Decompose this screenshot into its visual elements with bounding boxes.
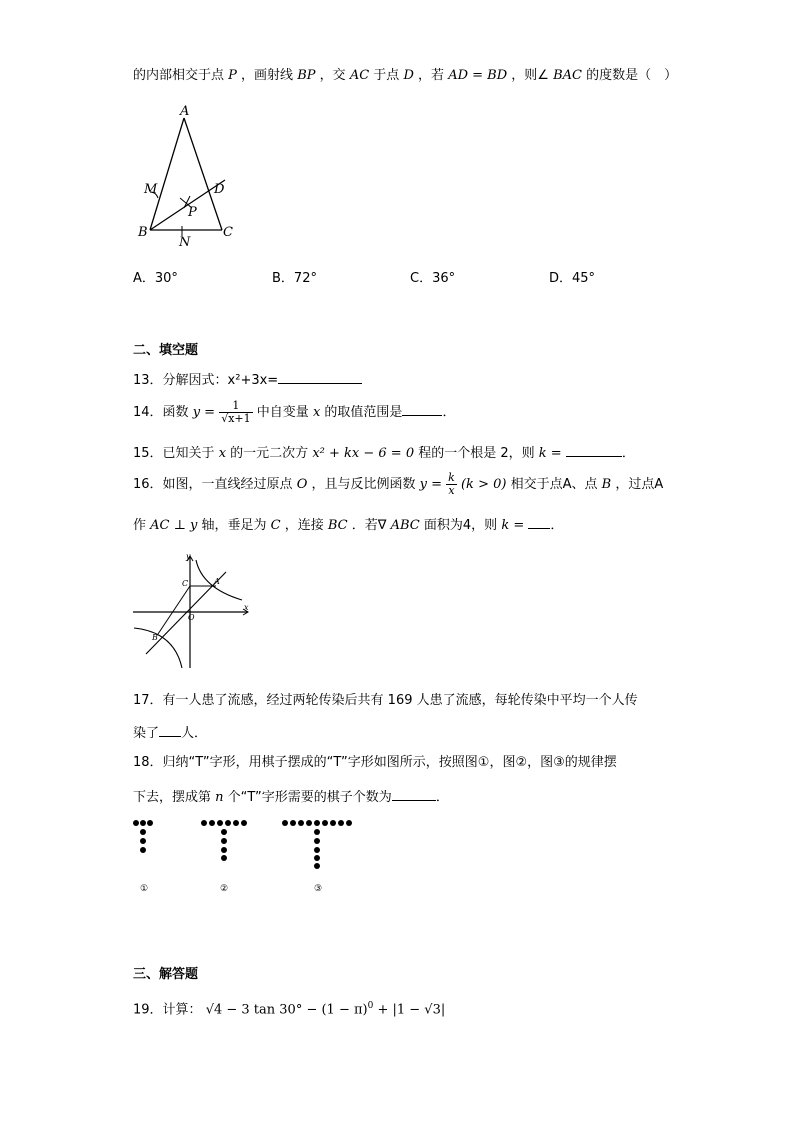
q16-line-1: 16．如图，一直线经过原点 O ，且与反比例函数 y = $\frac{k}{x}$ (k > 0) 相交于点A、点 B ，过点A [133,471,664,497]
q12-triangle-figure [130,100,250,250]
dot [314,829,320,835]
label-x: x [244,603,249,612]
dot [221,847,227,853]
dot [140,847,146,853]
dot [314,838,320,844]
dot [314,855,320,861]
dot [133,820,139,826]
dot [140,829,146,835]
q18-answer-blank[interactable] [392,786,436,801]
label-a: A [214,577,220,586]
q12-option-d: D．45° [549,271,596,286]
q12-stem: 的内部相交于点 P ，画射线 BP ，交 AC 于点 D ，若 AD = BD ，则∠ BAC 的度数是（ ） [133,68,678,83]
q13-answer-blank[interactable] [278,369,362,384]
q17-line-1: 17．有一人患了流感，经过两轮传染后共有 169 人患了流感，每轮传染中平均一个人传 [133,693,638,708]
dot [290,820,296,826]
dot [338,820,344,826]
q15: 15．已知关于 x 的一元二次方 x² + kx − 6 = 0 程的一个根是 2，则 k = ． [133,442,635,463]
label-c: C [182,579,189,588]
label-a: A [180,104,190,119]
dot [233,820,239,826]
label-d: D [214,182,225,197]
edge-ab [150,118,184,230]
dot [282,820,288,826]
q17-answer-blank[interactable] [159,722,181,737]
dot [298,820,304,826]
q16-fraction: $\frac{k}{x}$ [448,471,455,497]
q14-answer-blank[interactable] [402,401,442,416]
dot [346,820,352,826]
q12-option-b: B．72° [272,271,317,286]
dot [241,820,247,826]
q16-line-2: 作 AC ⊥ y 轴，垂足为 C ，连接 BC ．若∇ ABC 面积为4，则 k = ． [133,514,563,535]
dot [201,820,207,826]
dot [322,820,328,826]
dot [225,820,231,826]
section-2-title: 二、填空题 [133,343,199,358]
q13: 13．分解因式：x²+3x= [133,369,362,390]
dot [330,820,336,826]
dot [221,838,227,844]
caption-3: ③ [313,884,323,894]
dot [306,820,312,826]
q19-expression: √4 − 3 tan 30° − (1 − π) [205,1002,368,1018]
q14-fraction: $\frac{1}{√x+1}$ [221,399,251,425]
dot [221,855,227,861]
dot [147,820,153,826]
caption-2: ② [219,884,229,894]
q17-line-2: 染了 人． [133,722,207,743]
segment-bc [158,586,190,634]
label-c: C [223,225,233,240]
label-n: N [179,235,191,250]
dot [140,820,146,826]
dot [314,820,320,826]
q12-option-a: A．30° [133,271,178,286]
t-shape-3 [282,820,352,869]
label-o: O [188,613,195,622]
q18-t-shapes-figure [130,815,370,895]
label-p: P [188,205,197,220]
q19: 19．计算： √4 − 3 $\tan 30^\circ - (1 - \pi)^0 + |1 - √3|$ [133,1001,446,1018]
label-y: y [186,552,191,561]
dot [217,820,223,826]
q15-answer-blank[interactable] [566,442,622,457]
q16-graph-figure [130,550,255,672]
q16-answer-blank[interactable] [528,514,550,529]
label-b: B [152,633,158,642]
caption-1: ① [139,884,149,894]
dot [140,838,146,844]
q18-line-1: 18．归纳“T”字形，用棋子摆成的“T”字形如图所示，按照图①，图②，图③的规律摆 [133,755,617,770]
label-b: B [138,225,148,240]
dot [314,847,320,853]
label-m: M [144,182,158,197]
t-shape-1 [133,820,153,853]
t-shape-2 [201,820,247,861]
dot [221,829,227,835]
dot [209,820,215,826]
section-3-title: 三、解答题 [133,967,199,982]
q18-line-2: 下去，摆成第 n 个“T”字形需要的棋子个数为 ． [133,786,449,807]
dot [314,863,320,869]
q12-option-c: C．36° [410,271,456,286]
q14: 14．函数 y = $\frac{1}{√x+1}$ 中自变量 x 的取值范围是 ． [133,399,456,425]
